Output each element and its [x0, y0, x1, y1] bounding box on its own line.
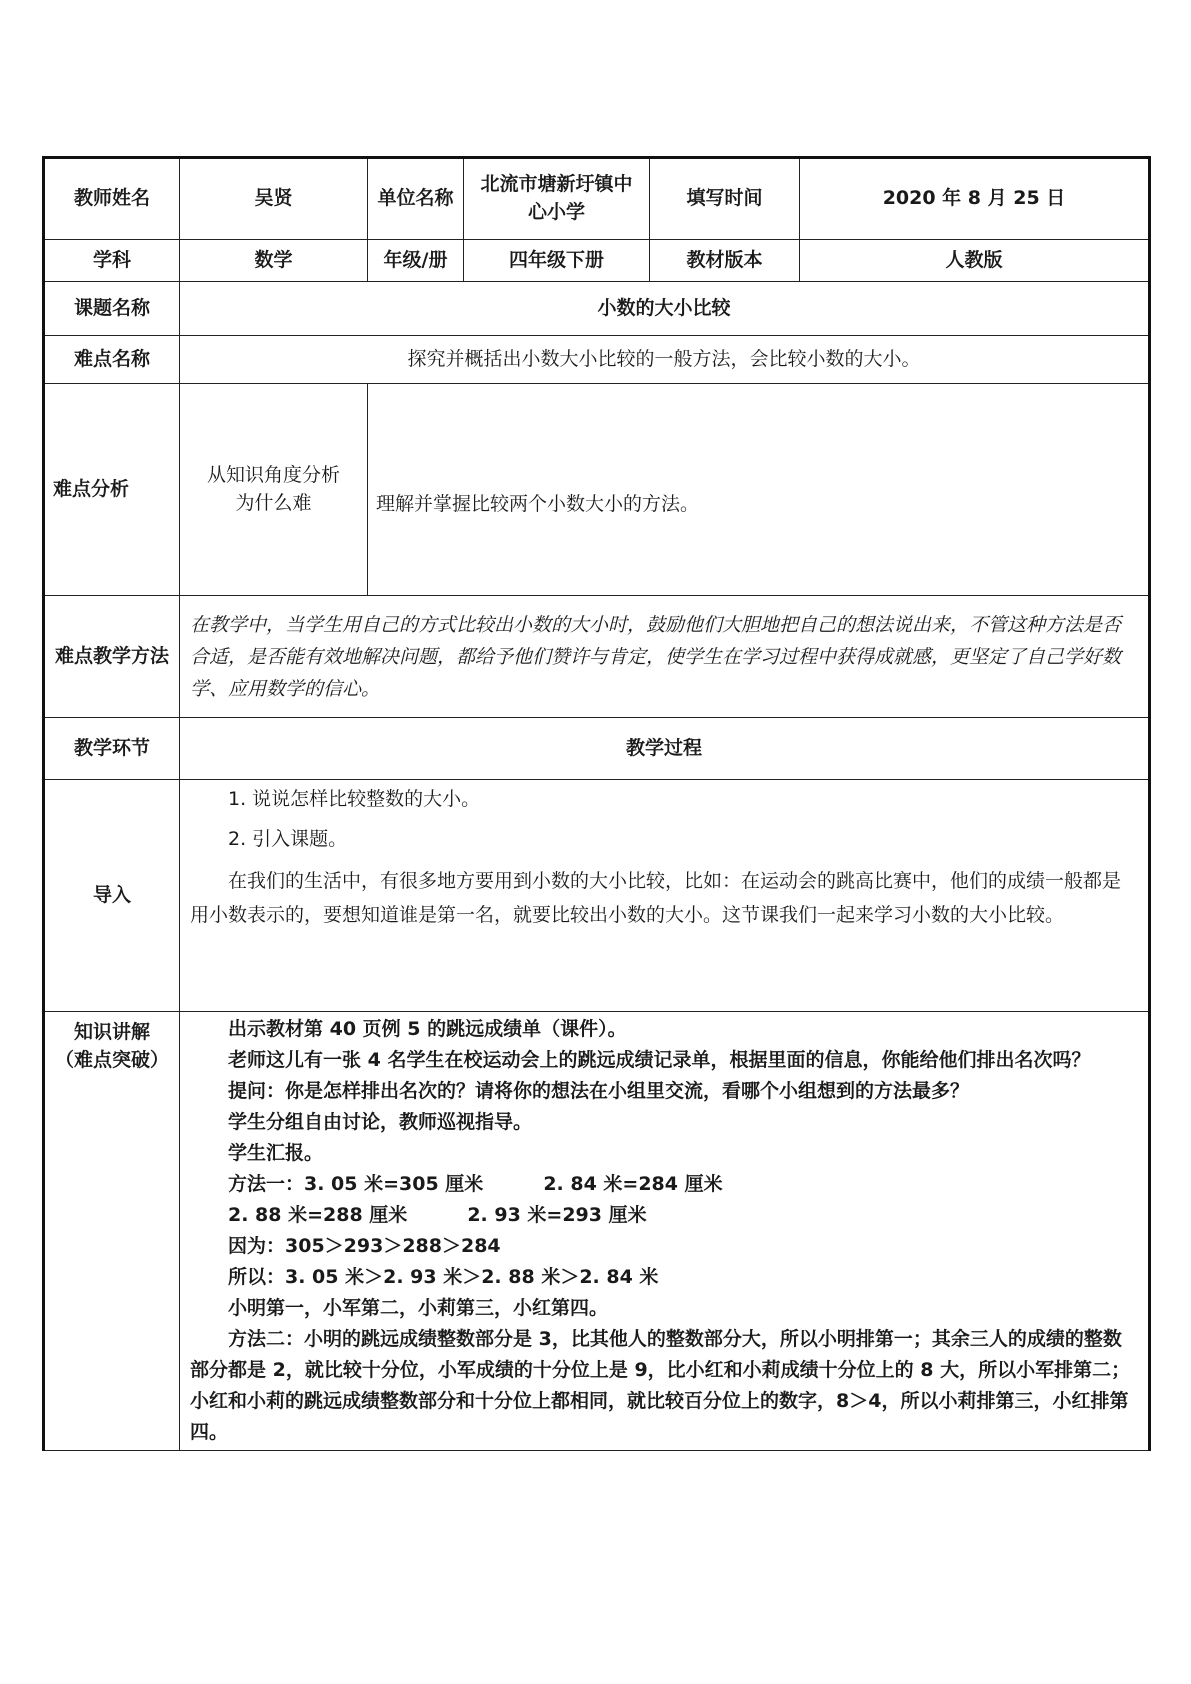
- method-label: 难点教学方法: [44, 596, 180, 718]
- knowledge-line-4: 学生分组自由讨论，教师巡视指导。: [228, 1111, 533, 1133]
- date-label: 填写时间: [650, 158, 800, 240]
- info-row: [44, 240, 1150, 282]
- grade-label: 年级/册: [368, 240, 464, 282]
- subject-value: 数学: [180, 240, 368, 282]
- analysis-row: [44, 384, 1150, 596]
- teacher-label: 教师姓名: [44, 158, 180, 240]
- intro-label: 导入: [44, 780, 180, 1012]
- date-value: 2020 年 8 月 25 日: [800, 158, 1150, 240]
- method-row: [44, 596, 1150, 718]
- process-label: 教学环节: [44, 718, 180, 780]
- edition-value: 人教版: [800, 240, 1150, 282]
- knowledge-label: 知识讲解: [73, 1021, 150, 1043]
- analysis-value: 理解并掌握比较两个小数大小的方法。: [368, 384, 1150, 596]
- edition-label: 教材版本: [650, 240, 800, 282]
- topic-value: 小数的大小比较: [180, 282, 1150, 336]
- knowledge-method-two: 方法二：小明的跳远成绩整数部分是 3，比其他人的整数部分大，所以小明排第一；其余三人的成绩的整数部分都是 2，就比较十分位，小军成绩的十分位上是 9，比小红和小莉成绩十分位上的 8 大，所以小军排第二；小红和小莉的跳远成绩整数部分和十分位上都相同，就比较百分位上的数字，8＞4，所以小莉排第三，小红排第四。: [190, 1328, 1131, 1443]
- method-one-d: 2. 93 米=293 厘米: [467, 1204, 647, 1226]
- teacher-value: 吴贤: [180, 158, 368, 240]
- knowledge-therefore: 所以：3. 05 米＞2. 93 米＞2. 88 米＞2. 84 米: [228, 1266, 659, 1288]
- process-value: 教学过程: [180, 718, 1150, 780]
- difficulty-row: [44, 336, 1150, 384]
- knowledge-line-5: 学生汇报。: [228, 1142, 324, 1164]
- method-one-c: 2. 88 米=288 厘米: [228, 1204, 408, 1226]
- intro-row: [44, 780, 1150, 1012]
- knowledge-sub-label: （难点突破）: [54, 1049, 169, 1071]
- analysis-label: 难点分析: [44, 384, 180, 596]
- method-value: 在教学中，当学生用自己的方式比较出小数的大小时，鼓励他们大胆地把自己的想法说出来，不管这种方法是否合适，是否能有效地解决问题，都给予他们赞许与肯定，使学生在学习过程中获得成就感，更坚定了自己学好数学、应用数学的信心。: [190, 613, 1122, 700]
- topic-row: [44, 282, 1150, 336]
- topic-label: 课题名称: [44, 282, 180, 336]
- difficulty-label: 难点名称: [44, 336, 180, 384]
- intro-line-3: 在我们的生活中，有很多地方要用到小数的大小比较，比如：在运动会的跳高比赛中，他们的成绩一般都是用小数表示的，要想知道谁是第一名，就要比较出小数的大小。这节课我们一起来学习小数的大小比较。: [190, 870, 1122, 926]
- header-row: [44, 158, 1150, 240]
- process-header-row: [44, 718, 1150, 780]
- difficulty-value: 探究并概括出小数大小比较的一般方法，会比较小数的大小。: [180, 336, 1150, 384]
- grade-value: 四年级下册: [464, 240, 650, 282]
- knowledge-because: 因为：305＞293＞288＞284: [228, 1235, 501, 1257]
- analysis-sub-label: 从知识角度分析为什么难: [180, 384, 368, 596]
- subject-label: 学科: [44, 240, 180, 282]
- intro-line-1: 1. 说说怎样比较整数的大小。: [228, 788, 481, 810]
- method-one-b: 2. 84 米=284 厘米: [543, 1173, 723, 1195]
- knowledge-row: [44, 1012, 1150, 1451]
- method-one-a: 方法一：3. 05 米=305 厘米: [228, 1173, 484, 1195]
- lesson-plan-table: [42, 156, 1151, 1451]
- knowledge-line-1: 出示教材第 40 页例 5 的跳远成绩单（课件）。: [228, 1018, 627, 1040]
- knowledge-ranking: 小明第一，小军第二，小莉第三，小红第四。: [228, 1297, 609, 1319]
- unit-label: 单位名称: [368, 158, 464, 240]
- knowledge-line-2: 老师这儿有一张 4 名学生在校运动会上的跳远成绩记录单，根据里面的信息，你能给他们排出名次吗？: [228, 1049, 1091, 1071]
- unit-value: 北流市塘新圩镇中心小学: [464, 158, 650, 240]
- intro-line-2: 2. 引入课题。: [228, 828, 348, 850]
- knowledge-line-3: 提问：你是怎样排出名次的？请将你的想法在小组里交流，看哪个小组想到的方法最多？: [228, 1080, 970, 1102]
